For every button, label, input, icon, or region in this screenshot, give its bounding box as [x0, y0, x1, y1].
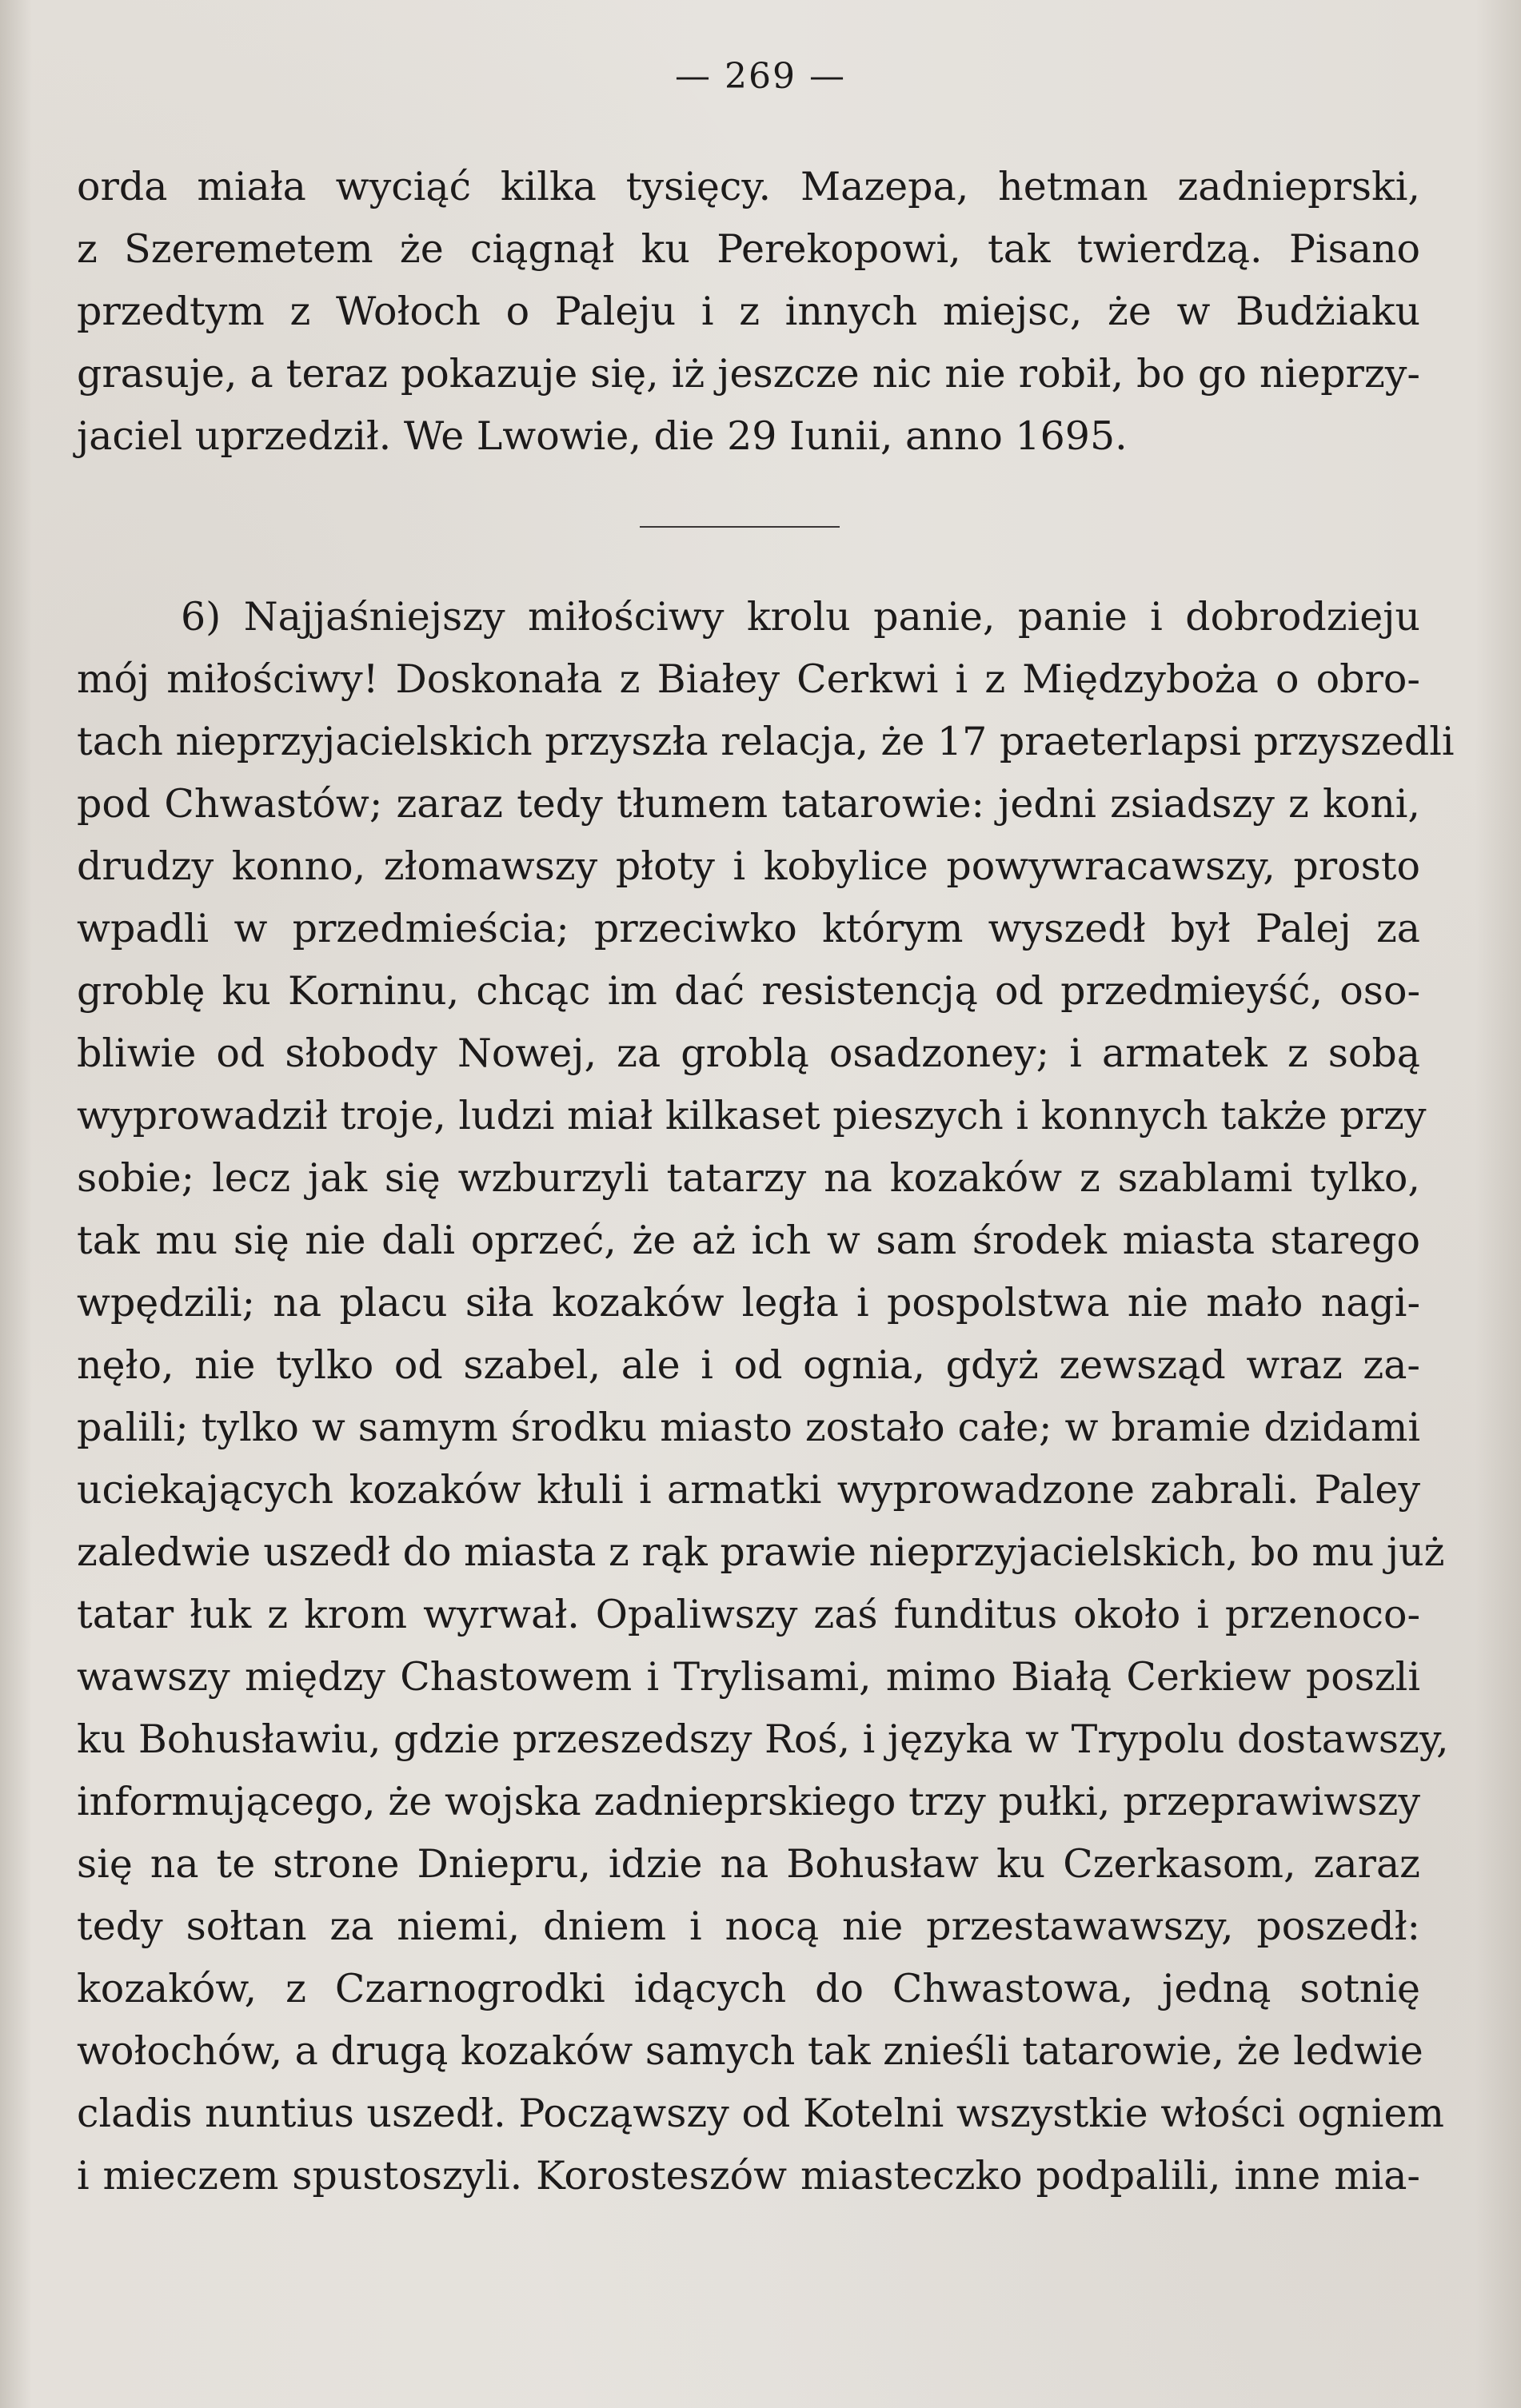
text-line: przedtym z Wołoch o Paleju i z innych miejsc, że w Budżiaku [77, 289, 1420, 334]
text-line: ku Bohusławiu, gdzie przeszedszy Roś, i języka w Trypolu dostawszy, [77, 1716, 1449, 1762]
text-line: wpadli w przedmieścia; przeciwko którym wyszedł był Palej za [77, 906, 1420, 951]
text-line: cladis nuntius uszedł. Począwszy od Kotelni wszystkie włości ogniem [77, 2091, 1444, 2136]
text-line: mój miłościwy! Doskonała z Białey Cerkwi i z Międzyboża o obro- [77, 656, 1420, 702]
text-line: tak mu się nie dali oprzeć, że aż ich w sam środek miasta starego [77, 1218, 1420, 1263]
text-line: sobie; lecz jak się wzburzyli tatarzy na kozaków z szablami tylko, [77, 1155, 1420, 1201]
text-line: się na te strone Dniepru, idzie na Bohusław ku Czerkasom, zaraz [77, 1841, 1420, 1887]
text-line: informującego, że wojska zadnieprskiego trzy pułki, przeprawiwszy [77, 1779, 1420, 1824]
text-line: i mieczem spustoszyli. Korosteszów miasteczko podpalili, inne mia- [77, 2153, 1420, 2199]
text-line: wyprowadził troje, ludzi miał kilkaset pieszych i konnych także przy [77, 1093, 1427, 1138]
text-line: orda miała wyciąć kilka tysięcy. Mazepa, hetman zadnieprski, [77, 164, 1420, 209]
text-line: nęło, nie tylko od szabel, ale i od ognia, gdyż zewsząd wraz za- [77, 1342, 1420, 1388]
paragraph-previous-letter-end [77, 156, 1420, 468]
text-line: zaledwie uszedł do miasta z rąk prawie nieprzyjacielskich, bo mu już [77, 1529, 1445, 1575]
text-line: grasuje, a teraz pokazuje się, iż jeszcze nic nie robił, bo go nieprzy- [77, 351, 1420, 397]
text-line: kozaków, z Czarnogrodki idących do Chwastowa, jedną sotnię [77, 1966, 1420, 2011]
text-line: 6) Najjaśniejszy miłościwy krolu panie, panie i dobrodzieju [181, 594, 1420, 640]
text-line: wawszy między Chastowem i Trylisami, mimo Białą Cerkiew poszli [77, 1654, 1420, 1700]
paragraph-letter-6 [77, 586, 1455, 2207]
text-line: tedy sołtan za niemi, dniem i nocą nie przestawawszy, poszedł: [77, 1904, 1420, 1949]
text-line: z Szeremetem że ciągnął ku Perekopowi, tak twierdzą. Pisano [77, 226, 1420, 272]
text-line: wołochów, a drugą kozaków samych tak znieśli tatarowie, że ledwie [77, 2028, 1423, 2074]
text-line: drudzy konno, złomawszy płoty i kobylice powywracawszy, prosto [77, 843, 1420, 889]
text-line: groblę ku Korninu, chcąc im dać resistencją od przedmieyść, oso- [77, 968, 1420, 1014]
section-separator-rule [640, 526, 840, 528]
text-line: tach nieprzyjacielskich przyszła relacja, że 17 praeterlapsi przyszedli [77, 719, 1455, 764]
page-number: — 269 — [675, 56, 846, 97]
text-line: wpędzili; na placu siła kozaków legła i pospolstwa nie mało nagi- [77, 1280, 1420, 1326]
text-line: bliwie od słobody Nowej, za groblą osadzoney; i armatek z sobą [77, 1031, 1420, 1076]
text-line: tatar łuk z krom wyrwał. Opaliwszy zaś funditus około i przenoco- [77, 1592, 1420, 1637]
text-line: jaciel uprzedził. We Lwowie, die 29 Iunii, anno 1695. [77, 413, 1128, 459]
text-line: pod Chwastów; zaraz tedy tłumem tatarowie: jedni zsiadszy z koni, [77, 781, 1420, 827]
text-line: palili; tylko w samym środku miasto zostało całe; w bramie dzidami [77, 1405, 1420, 1450]
text-line: uciekających kozaków kłuli i armatki wyprowadzone zabrali. Paley [77, 1467, 1420, 1513]
